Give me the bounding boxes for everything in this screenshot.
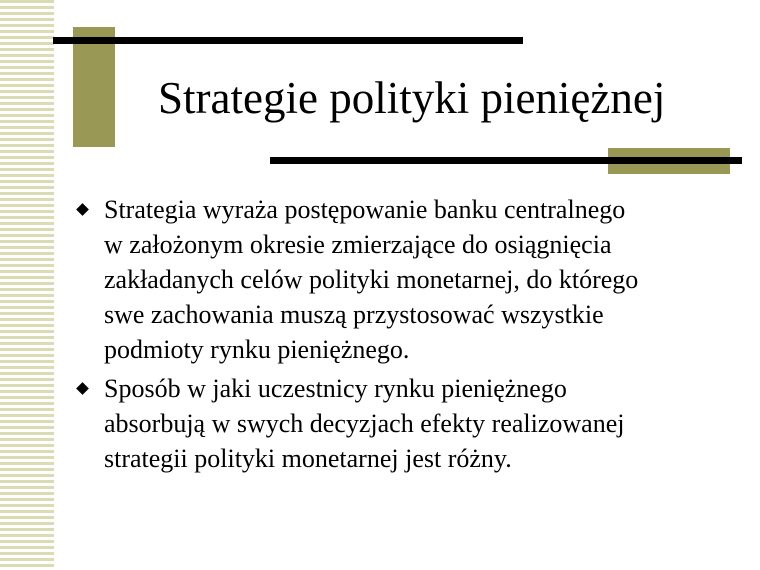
bullet-text-line: Strategia wyraża postępowanie banku centralnego bbox=[104, 195, 626, 224]
bullet-text-line: swe zachowania muszą przystosować wszystkie bbox=[104, 300, 604, 329]
bullet-list bbox=[76, 192, 726, 480]
bullet-text-line: zakładanych celów polityki monetarnej, do którego bbox=[104, 265, 639, 294]
decorative-top-bar bbox=[53, 37, 523, 44]
diamond-bullet-icon bbox=[76, 203, 89, 216]
bullet-text-line: Sposób w jaki uczestnicy rynku pieniężnego bbox=[104, 374, 567, 403]
diamond-bullet-icon bbox=[76, 382, 89, 395]
bullet-text-line: strategii polityki monetarnej jest różny. bbox=[104, 444, 512, 473]
decorative-stripes bbox=[0, 0, 54, 570]
bullet-text-line: w założonym okresie zmierzające do osiągnięcia bbox=[104, 230, 612, 259]
bullet-item-strategy-definition bbox=[76, 192, 726, 367]
bullet-text-line: podmioty rynku pieniężnego. bbox=[104, 335, 410, 364]
decorative-bottom-bar bbox=[270, 157, 742, 164]
bullet-text-line: absorbują w swych decyzjach efekty realizowanej bbox=[104, 409, 625, 438]
decorative-olive-block-top-left bbox=[73, 27, 115, 147]
bullet-item-market-absorption bbox=[76, 371, 726, 476]
slide-title: Strategie polityki pieniężnej bbox=[158, 73, 666, 123]
